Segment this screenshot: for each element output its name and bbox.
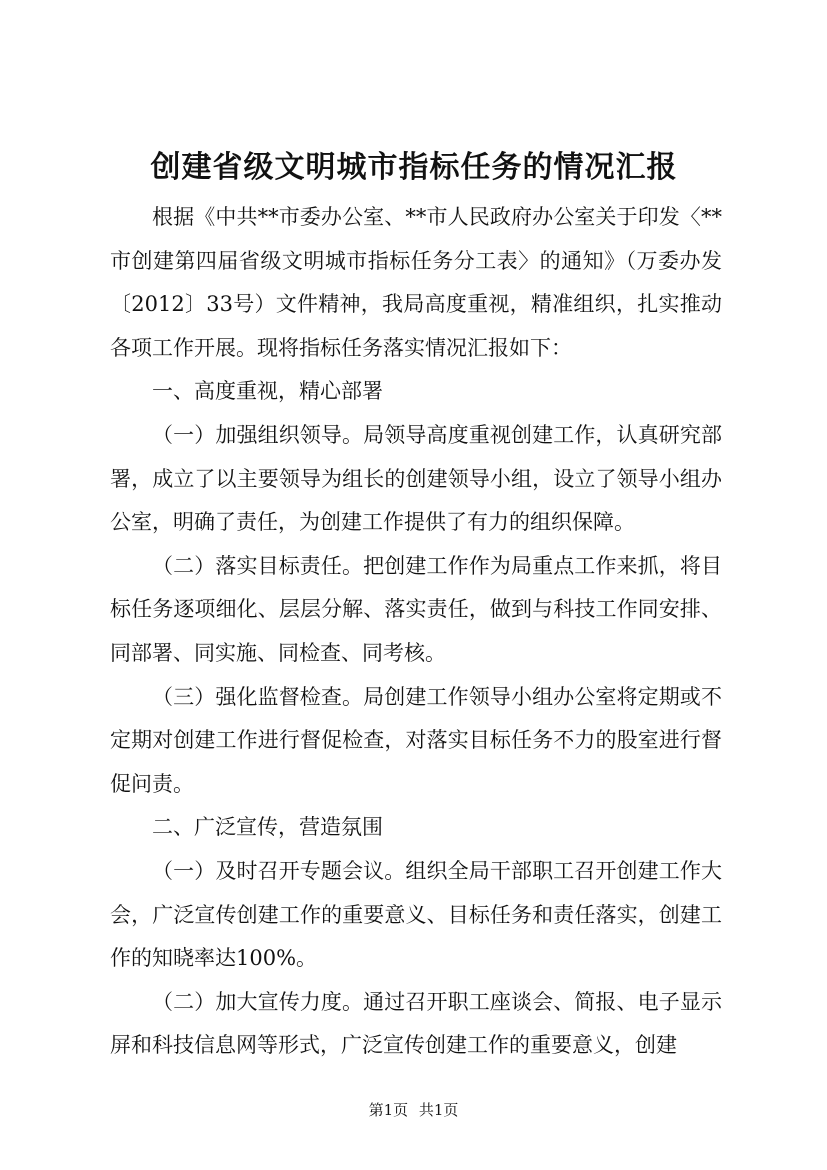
paragraph: （三）强化监督检查。局创建工作领导小组办公室将定期或不定期对创建工作进行督促检查，对落实目标任务不力的股室进行督促问责。 [110,684,722,796]
intro-paragraph: 根据《中共**市委办公室、**市人民政府办公室关于印发〈**市创建第四届省级文明城市指标任务分工表〉的通知》（万委办发〔2012〕33号）文件精神，我局高度重视，精准组织，扎实推动各项工作开展。现将指标任务落实情况汇报如下： [110,205,722,360]
section-heading-1: 一、高度重视，精心部署 [152,379,383,404]
document-title: 创建省级文明城市指标任务的情况汇报 [150,150,678,185]
paragraph: （二）落实目标责任。把创建工作作为局重点工作来抓，将目标任务逐项细化、层层分解、落实责任，做到与科技工作同安排、同部署、同实施、同检查、同考核。 [110,553,722,665]
page-footer [0,1099,827,1121]
paragraph: （二）加大宣传力度。通过召开职工座谈会、简报、电子显示屏和科技信息网等形式，广泛宣传创建工作的重要意义，创建 [110,989,722,1058]
section-heading-2: 二、广泛宣传，营造氛围 [152,815,383,840]
paragraph: （一）加强组织领导。局领导高度重视创建工作，认真研究部署，成立了以主要领导为组长的创建领导小组，设立了领导小组办公室，明确了责任，为创建工作提供了有力的组织保障。 [110,422,722,535]
paragraph: （一）及时召开专题会议。组织全局干部职工召开创建工作大会，广泛宣传创建工作的重要意义、目标任务和责任落实，创建工作的知晓率达100%。 [110,858,722,971]
document-body [110,196,722,1068]
page-number: 第1页 [368,1101,409,1119]
page-total: 共1页 [418,1101,459,1119]
